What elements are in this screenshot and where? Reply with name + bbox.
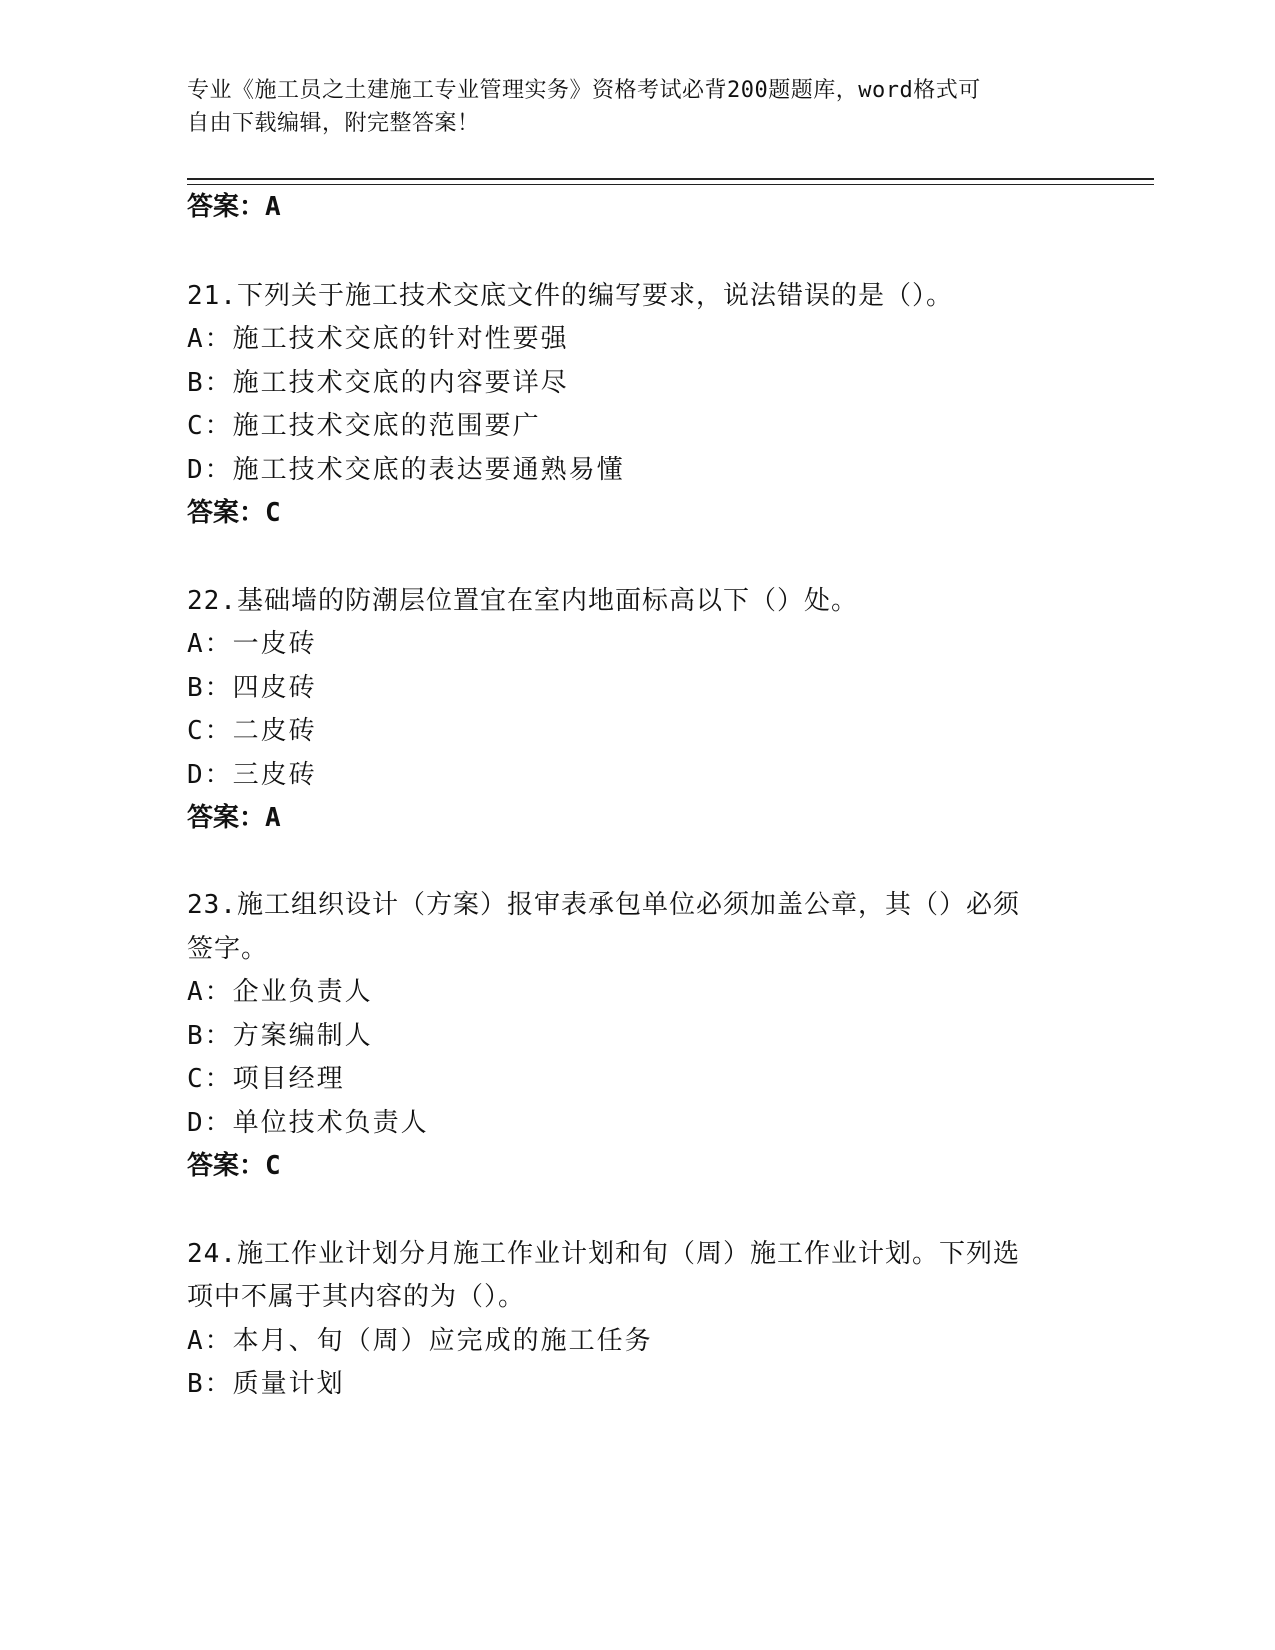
header-rule-thick: [187, 178, 1154, 180]
question-text: 23.施工组织设计（方案）报审表承包单位必须加盖公章，其（）必须: [187, 890, 1020, 920]
option-a: A：本月、旬（周）应完成的施工任务: [187, 1326, 653, 1356]
answer: 答案：C: [187, 498, 281, 528]
option-b: B：质量计划: [187, 1369, 345, 1399]
option-d: D：三皮砖: [187, 760, 317, 790]
option-b: B：四皮砖: [187, 673, 317, 703]
question-text: 24.施工作业计划分月施工作业计划和旬（周）施工作业计划。下列选: [187, 1239, 1020, 1269]
header-rule-thin: [187, 184, 1154, 185]
option-d: D：单位技术负责人: [187, 1108, 429, 1138]
previous-answer: 答案：A: [187, 192, 281, 222]
option-a: A：一皮砖: [187, 629, 317, 659]
document-header: [187, 74, 1067, 140]
question-text-cont: 签字。: [187, 934, 269, 964]
header-line-1: 专业《施工员之土建施工专业管理实务》资格考试必背200题题库，word格式可: [187, 78, 981, 103]
question-text: 22.基础墙的防潮层位置宜在室内地面标高以下（）处。: [187, 586, 858, 616]
option-d: D：施工技术交底的表达要通熟易懂: [187, 455, 625, 485]
option-a: A：施工技术交底的针对性要强: [187, 324, 569, 354]
answer: 答案：C: [187, 1151, 281, 1181]
question-text: 21.下列关于施工技术交底文件的编写要求，说法错误的是（）。: [187, 281, 953, 311]
option-c: C：施工技术交底的范围要广: [187, 411, 541, 441]
question-text-cont: 项中不属于其内容的为（）。: [187, 1282, 526, 1312]
option-c: C：二皮砖: [187, 716, 317, 746]
option-a: A：企业负责人: [187, 977, 373, 1007]
option-c: C：项目经理: [187, 1064, 345, 1094]
header-line-2: 自由下载编辑，附完整答案！: [187, 111, 480, 136]
option-b: B：方案编制人: [187, 1021, 373, 1051]
answer: 答案：A: [187, 803, 281, 833]
option-b: B：施工技术交底的内容要详尽: [187, 368, 569, 398]
